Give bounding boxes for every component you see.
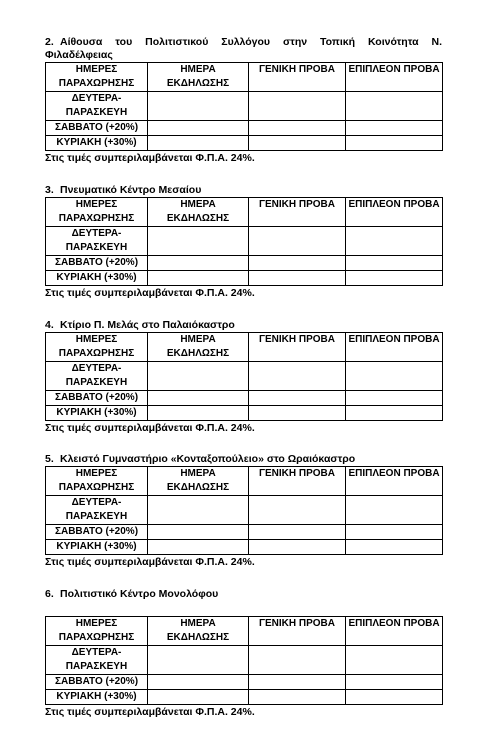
price-cell: [148, 227, 249, 256]
header-rental-days: ΗΜΕΡΕΣ ΠΑΡΑΧΩΡΗΣΗΣ: [46, 198, 148, 227]
row-label-weekdays: ΔΕΥΤΕΡΑ-ΠΑΡΑΣΚΕΥΗ: [46, 227, 148, 256]
section-heading: [45, 319, 442, 332]
header-event-day: ΗΜΕΡΑ ΕΚΔΗΛΩΣΗΣ: [148, 63, 249, 92]
vat-note: Στις τιμές συμπεριλαμβάνεται Φ.Π.Α. 24%.: [45, 706, 255, 718]
vat-note: Στις τιμές συμπεριλαμβάνεται Φ.Π.Α. 24%.: [45, 287, 255, 299]
section-heading: [45, 184, 442, 197]
price-cell: [346, 646, 443, 675]
price-cell: [346, 675, 443, 690]
header-general-rehearsal: ΓΕΝΙΚΗ ΠΡΟΒΑ: [249, 333, 346, 362]
section-title: Πνευματικό Κέντρο Μεσαίου: [60, 184, 202, 196]
price-cell: [148, 496, 249, 525]
price-cell: [346, 525, 443, 540]
pricing-table: [45, 197, 443, 286]
header-event-day: ΗΜΕΡΑ ΕΚΔΗΛΩΣΗΣ: [148, 467, 249, 496]
header-extra-rehearsal: ΕΠΙΠΛΕΟΝ ΠΡΟΒΑ: [346, 467, 443, 496]
section-number: 2.: [45, 36, 54, 48]
price-cell: [249, 121, 346, 136]
section-4: [45, 319, 442, 435]
header-extra-rehearsal: ΕΠΙΠΛΕΟΝ ΠΡΟΒΑ: [346, 63, 443, 92]
row-label-saturday: ΣΑΒΒΑΤΟ (+20%): [46, 525, 148, 540]
price-cell: [249, 136, 346, 151]
price-cell: [249, 256, 346, 271]
price-cell: [148, 256, 249, 271]
row-label-weekdays: ΔΕΥΤΕΡΑ-ΠΑΡΑΣΚΕΥΗ: [46, 646, 148, 675]
price-cell: [249, 675, 346, 690]
header-event-day: ΗΜΕΡΑ ΕΚΔΗΛΩΣΗΣ: [148, 198, 249, 227]
price-cell: [346, 406, 443, 421]
header-rental-days: ΗΜΕΡΕΣ ΠΑΡΑΧΩΡΗΣΗΣ: [46, 617, 148, 646]
price-cell: [148, 391, 249, 406]
header-rental-days: ΗΜΕΡΕΣ ΠΑΡΑΧΩΡΗΣΗΣ: [46, 333, 148, 362]
header-extra-rehearsal: ΕΠΙΠΛΕΟΝ ΠΡΟΒΑ: [346, 333, 443, 362]
price-cell: [346, 362, 443, 391]
row-label-sunday: ΚΥΡΙΑΚΗ (+30%): [46, 540, 148, 555]
price-cell: [346, 496, 443, 525]
section-title: Αίθουσα του Πολιτιστικού Συλλόγου στην Τοπική Κοινότητα Ν.: [60, 36, 442, 48]
row-label-weekdays: ΔΕΥΤΕΡΑ-ΠΑΡΑΣΚΕΥΗ: [46, 92, 148, 121]
row-label-sunday: ΚΥΡΙΑΚΗ (+30%): [46, 690, 148, 705]
price-cell: [249, 227, 346, 256]
header-general-rehearsal: ΓΕΝΙΚΗ ΠΡΟΒΑ: [249, 198, 346, 227]
header-rental-days: ΗΜΕΡΕΣ ΠΑΡΑΧΩΡΗΣΗΣ: [46, 63, 148, 92]
section-number: 4.: [45, 319, 54, 331]
header-general-rehearsal: ΓΕΝΙΚΗ ΠΡΟΒΑ: [249, 63, 346, 92]
price-cell: [346, 256, 443, 271]
price-cell: [148, 136, 249, 151]
pricing-table: [45, 466, 443, 555]
header-event-day: ΗΜΕΡΑ ΕΚΔΗΛΩΣΗΣ: [148, 333, 249, 362]
row-label-weekdays: ΔΕΥΤΕΡΑ-ΠΑΡΑΣΚΕΥΗ: [46, 496, 148, 525]
section-2: [45, 36, 442, 165]
price-cell: [249, 406, 346, 421]
price-cell: [148, 92, 249, 121]
price-cell: [249, 92, 346, 121]
vat-note: Στις τιμές συμπεριλαμβάνεται Φ.Π.Α. 24%.: [45, 152, 255, 164]
section-title: Κτίριο Π. Μελάς στο Παλαιόκαστρο: [60, 319, 235, 331]
price-cell: [346, 271, 443, 286]
pricing-table: [45, 332, 443, 421]
price-cell: [148, 362, 249, 391]
header-rental-days: ΗΜΕΡΕΣ ΠΑΡΑΧΩΡΗΣΗΣ: [46, 467, 148, 496]
section-title: Κλειστό Γυμναστήριο «Κονταξοπούλειο» στο Ωραιόκαστρο: [60, 453, 356, 465]
section-heading: [45, 588, 442, 601]
row-label-saturday: ΣΑΒΒΑΤΟ (+20%): [46, 121, 148, 136]
price-cell: [249, 525, 346, 540]
section-6: [45, 588, 442, 719]
vat-note: Στις τιμές συμπεριλαμβάνεται Φ.Π.Α. 24%.: [45, 422, 255, 434]
row-label-sunday: ΚΥΡΙΑΚΗ (+30%): [46, 406, 148, 421]
row-label-saturday: ΣΑΒΒΑΤΟ (+20%): [46, 256, 148, 271]
section-number: 3.: [45, 184, 54, 196]
section-heading: [45, 36, 442, 49]
header-general-rehearsal: ΓΕΝΙΚΗ ΠΡΟΒΑ: [249, 467, 346, 496]
price-cell: [346, 391, 443, 406]
price-cell: [148, 525, 249, 540]
price-cell: [148, 646, 249, 675]
row-label-sunday: ΚΥΡΙΑΚΗ (+30%): [46, 271, 148, 286]
section-heading: [45, 453, 442, 466]
section-number: 5.: [45, 453, 54, 465]
price-cell: [346, 540, 443, 555]
price-cell: [249, 496, 346, 525]
price-cell: [148, 690, 249, 705]
pricing-table: [45, 616, 443, 705]
pricing-table: [45, 62, 443, 151]
price-cell: [148, 271, 249, 286]
header-event-day: ΗΜΕΡΑ ΕΚΔΗΛΩΣΗΣ: [148, 617, 249, 646]
section-heading-continued: Φιλαδέλφειας: [45, 49, 113, 61]
price-cell: [249, 646, 346, 675]
row-label-weekdays: ΔΕΥΤΕΡΑ-ΠΑΡΑΣΚΕΥΗ: [46, 362, 148, 391]
row-label-saturday: ΣΑΒΒΑΤΟ (+20%): [46, 675, 148, 690]
price-cell: [346, 690, 443, 705]
price-cell: [249, 540, 346, 555]
price-cell: [148, 121, 249, 136]
price-cell: [346, 227, 443, 256]
price-cell: [249, 362, 346, 391]
price-cell: [249, 690, 346, 705]
row-label-sunday: ΚΥΡΙΑΚΗ (+30%): [46, 136, 148, 151]
header-extra-rehearsal: ΕΠΙΠΛΕΟΝ ΠΡΟΒΑ: [346, 617, 443, 646]
price-cell: [346, 136, 443, 151]
section-title: Πολιτιστικό Κέντρο Μονολόφου: [60, 588, 219, 600]
price-cell: [148, 675, 249, 690]
row-label-saturday: ΣΑΒΒΑΤΟ (+20%): [46, 391, 148, 406]
price-cell: [346, 92, 443, 121]
section-5: [45, 453, 442, 569]
price-cell: [148, 540, 249, 555]
vat-note: Στις τιμές συμπεριλαμβάνεται Φ.Π.Α. 24%.: [45, 556, 255, 568]
price-cell: [148, 406, 249, 421]
price-cell: [249, 271, 346, 286]
price-cell: [249, 391, 346, 406]
header-general-rehearsal: ΓΕΝΙΚΗ ΠΡΟΒΑ: [249, 617, 346, 646]
header-extra-rehearsal: ΕΠΙΠΛΕΟΝ ΠΡΟΒΑ: [346, 198, 443, 227]
section-number: 6.: [45, 588, 54, 600]
section-3: [45, 184, 442, 300]
price-cell: [346, 121, 443, 136]
